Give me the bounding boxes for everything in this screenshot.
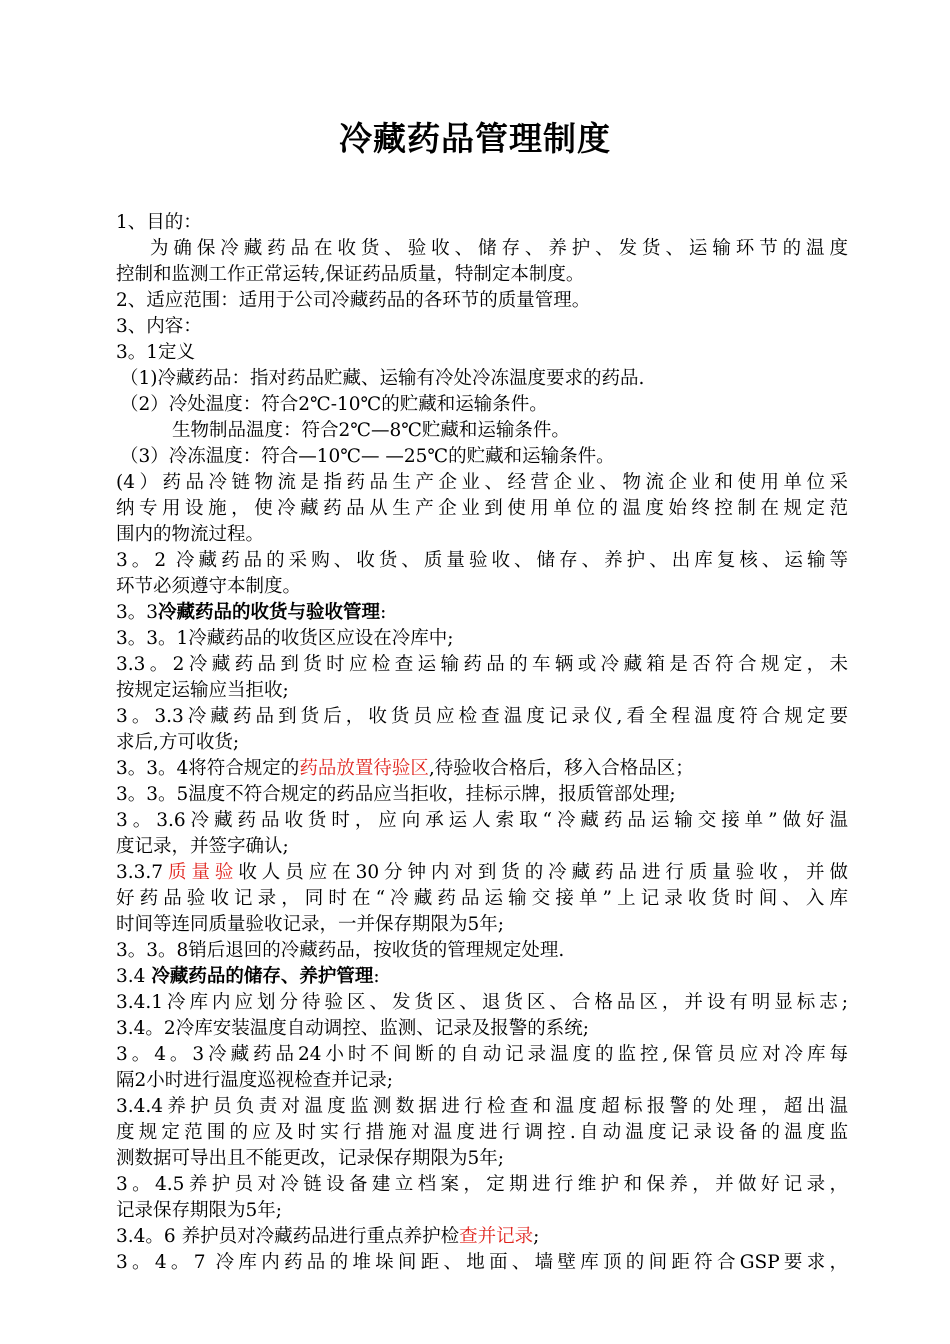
clause-line: 3.4。6 养护员对冷藏药品进行重点养护检查并记录;	[116, 1226, 540, 1247]
paragraph-line: (4）药品冷链物流是指药品生产企业、经营企业、物流企业和使用单位采	[116, 472, 848, 493]
paragraph-line: 围内的物流过程。	[116, 524, 265, 545]
paragraph-line: 为确保冷藏药品在收货、验收、储存、养护、发货、运输环节的温度	[150, 238, 848, 259]
clause-line: 隔2小时进行温度巡视检查并记录;	[116, 1070, 394, 1091]
clause-line: 3。4.5养护员对冷链设备建立档案，定期进行维护和保养，并做好记录，	[116, 1174, 848, 1195]
highlighted-text: 质量验	[163, 862, 239, 883]
subsection-heading: 3。3冷藏药品的收货与验收管理:	[116, 602, 387, 623]
clause-line: 3.4.4养护员负责对温度监测数据进行检查和温度超标报警的处理，超出温	[116, 1096, 848, 1117]
definition-line: （2）冷处温度：符合2℃-10℃的贮藏和运输条件。	[120, 394, 548, 415]
clause-line: 3。3。8销后退回的冷藏药品，按收货的管理规定处理.	[116, 940, 565, 961]
highlighted-text: 查并记录	[459, 1226, 534, 1247]
clause-line: 3。3。4将符合规定的药品放置待验区,待验收合格后，移入合格品区；	[116, 758, 694, 779]
clause-line: 3.4。2冷库安装温度自动调控、监测、记录及报警的系统;	[116, 1018, 589, 1039]
clause-line: 时间等连同质量验收记录，一并保存期限为5年;	[116, 914, 505, 935]
document-body	[116, 210, 848, 1276]
definition-line: （1)冷藏药品：指对药品贮藏、运输有冷处冷冻温度要求的药品.	[120, 368, 645, 389]
clause-line: 3.3。2冷藏药品到货时应检查运输药品的车辆或冷藏箱是否符合规定，未	[116, 654, 848, 675]
bold-heading-text: 冷藏药品的储存、养护管理	[151, 966, 374, 987]
clause-line: 好药品验收记录，同时在“冷藏药品运输交接单”上记录收货时间、入库	[116, 888, 848, 909]
page-title: 冷藏药品管理制度	[339, 119, 611, 158]
bold-heading-text: 冷藏药品的收货与验收管理	[158, 602, 381, 623]
clause-line: 按规定运输应当拒收;	[116, 680, 289, 701]
section-2-heading: 2、适应范围：适用于公司冷藏药品的各环节的质量管理。	[116, 290, 591, 311]
subsection-heading: 3。1定义	[116, 342, 196, 363]
clause-line: 3。4。3冷藏药品24小时不间断的自动记录温度的监控,保管员应对冷库每	[116, 1044, 848, 1065]
clause-line: 测数据可导出且不能更改，记录保存期限为5年;	[116, 1148, 505, 1169]
subsection-heading: 3.4 冷藏药品的储存、养护管理:	[116, 966, 380, 987]
paragraph-line: 控制和监测工作正常运转,保证药品质量，特制定本制度。	[116, 264, 585, 285]
clause-line: 3。3。5温度不符合规定的药品应当拒收，挂标示牌，报质管部处理;	[116, 784, 676, 805]
clause-line: 记录保存期限为5年;	[116, 1200, 283, 1221]
clause-line: 3。4。7 冷库内药品的堆垛间距、地面、墙壁库顶的间距符合GSP要求，	[116, 1252, 848, 1273]
clause-line: 度规定范围的应及时实行措施对温度进行调控.自动温度记录设备的温度监	[116, 1122, 848, 1143]
paragraph-line: 纳专用设施，使冷藏药品从生产企业到使用单位的温度始终控制在规定范	[116, 498, 848, 519]
highlighted-text: 药品放置待验区	[299, 758, 429, 779]
paragraph-line: 3。2 冷藏药品的采购、收货、质量验收、储存、养护、出库复核、运输等	[116, 550, 848, 571]
section-3-heading: 3、内容：	[116, 316, 202, 337]
section-1-heading: 1、目的：	[116, 212, 202, 233]
clause-line: 3。3.6冷藏药品收货时，应向承运人索取“冷藏药品运输交接单”做好温	[116, 810, 848, 831]
clause-line: 3。3.3冷藏药品到货后，收货员应检查温度记录仪,看全程温度符合规定要	[116, 706, 848, 727]
paragraph-line: 环节必须遵守本制度。	[116, 576, 302, 597]
clause-line: 3.4.1冷库内应划分待验区、发货区、退货区、合格品区，并设有明显标志;	[116, 992, 848, 1013]
clause-line: 求后,方可收货;	[116, 732, 240, 753]
clause-line: 3.3.7质量验收人员应在30分钟内对到货的冷藏药品进行质量验收，并做	[116, 862, 848, 883]
clause-line: 度记录，并签字确认;	[116, 836, 289, 857]
clause-line: 3。3。1冷藏药品的收货区应设在冷库中;	[116, 628, 454, 649]
definition-line: 生物制品温度：符合2℃—8℃贮藏和运输条件。	[172, 420, 570, 441]
definition-line: （3）冷冻温度：符合—10℃— —25℃的贮藏和运输条件。	[120, 446, 615, 467]
